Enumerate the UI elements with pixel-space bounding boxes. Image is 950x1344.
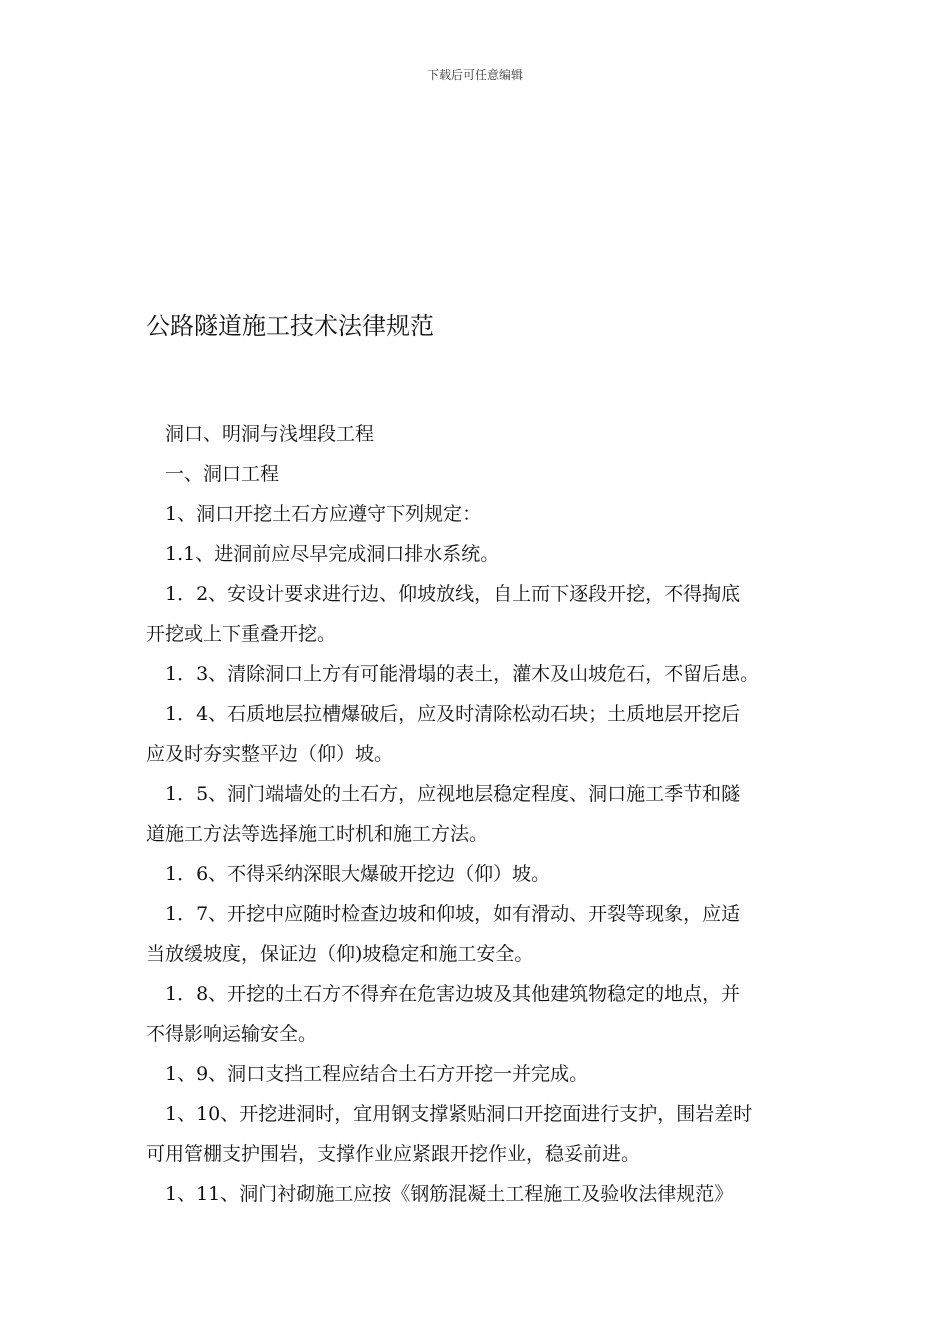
paragraph-line: 一、洞口工程 [165,463,280,485]
paragraph-line: 1、10、开挖进洞时，宜用钢支撑紧贴洞口开挖面进行支护，围岩差时 [165,1103,753,1125]
document-body [146,414,806,1214]
paragraph-line-continued: 当放缓坡度，保证边（仰)坡稳定和施工安全。 [146,943,534,965]
paragraph-line: 1、11、洞门衬砌施工应按《钢筋混凝土工程施工及验收法律规范》 [165,1183,734,1205]
paragraph-line-continued: 开挖或上下重叠开挖。 [146,623,337,645]
paragraph-line: 1．6、不得采纳深眼大爆破开挖边（仰）坡。 [165,863,551,885]
paragraph-line-continued: 不得影响运输安全。 [146,1023,318,1045]
paragraph-line: 1．4、石质地层拉槽爆破后，应及时清除松动石块；土质地层开挖后 [165,703,741,725]
paragraph-line: 洞口、明洞与浅埋段工程 [165,423,375,445]
paragraph-line: 1．3、清除洞口上方有可能滑塌的表土，灌木及山坡危石，不留后患。 [165,663,760,685]
paragraph-line: 1、洞口开挖土石方应遵守下列规定： [165,503,482,525]
paragraph-line: 1．7、开挖中应随时检查边坡和仰坡，如有滑动、开裂等现象，应适 [165,903,741,925]
page-header: 下载后可任意编辑 [426,68,523,82]
paragraph-line-continued: 道施工方法等选择施工时机和施工方法。 [146,823,489,845]
paragraph-line-continued: 可用管棚支护围岩，支撑作业应紧跟开挖作业，稳妥前进。 [146,1143,641,1165]
paragraph-line-continued: 应及时夯实整平边（仰）坡。 [146,743,394,765]
paragraph-line: 1．2、安设计要求进行边、仰坡放线，自上而下逐段开挖，不得掏底 [165,583,741,605]
paragraph-line: 1.1、进洞前应尽早完成洞口排水系统。 [165,543,500,565]
document-title: 公路隧道施工技术法律规范 [146,312,434,340]
paragraph-line: 1．8、开挖的土石方不得弃在危害边坡及其他建筑物稳定的地点，并 [165,983,741,1005]
paragraph-line: 1、9、洞口支挡工程应结合土石方开挖一并完成。 [165,1063,589,1085]
paragraph-line: 1．5、洞门端墙处的土石方，应视地层稳定程度、洞口施工季节和隧 [165,783,741,805]
